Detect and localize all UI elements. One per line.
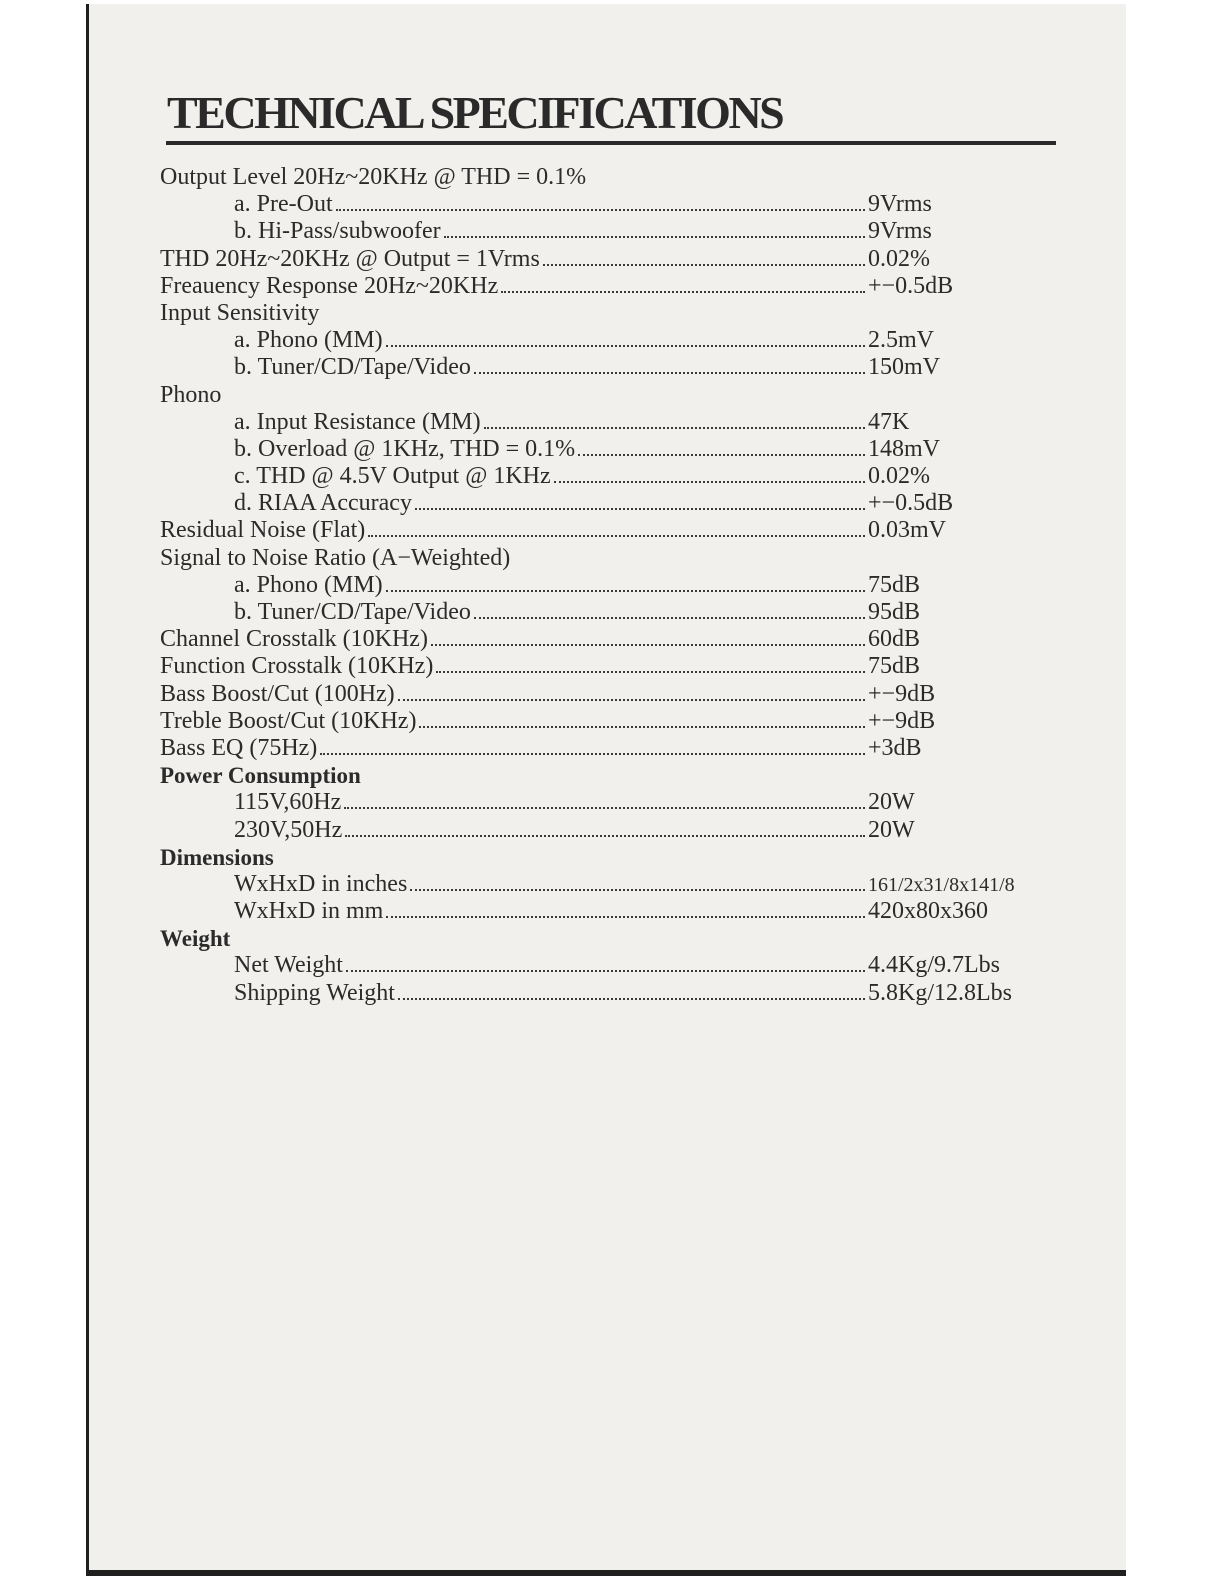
spec-value: 4.4Kg/9.7Lbs — [868, 952, 1000, 979]
spec-heading — [160, 300, 1040, 327]
spec-row — [160, 871, 1040, 898]
specifications-list — [160, 164, 1040, 1007]
dot-leader — [415, 508, 865, 510]
spec-row — [160, 273, 1040, 300]
spec-heading — [160, 164, 1040, 191]
spec-label: b. Overload @ 1KHz, THD = 0.1% — [234, 435, 576, 462]
dot-leader — [336, 209, 865, 211]
spec-label: Bass EQ (75Hz) — [160, 734, 318, 761]
spec-value: 20W — [868, 789, 915, 816]
spec-value: 5.8Kg/12.8Lbs — [868, 979, 1012, 1006]
dot-leader — [501, 291, 865, 293]
dot-leader — [346, 970, 865, 972]
dot-leader — [474, 617, 865, 619]
spec-heading — [160, 545, 1040, 572]
spec-label: Treble Boost/Cut (10KHz) — [160, 707, 417, 734]
dot-leader — [444, 236, 865, 238]
spec-value: 9Vrms — [868, 191, 932, 218]
spec-row — [160, 653, 1040, 680]
spec-label: Dimensions — [160, 844, 274, 870]
spec-label: a. Phono (MM) — [234, 327, 383, 354]
spec-row — [160, 354, 1040, 381]
title-rule — [166, 141, 1056, 145]
spec-value: 20W — [868, 816, 915, 843]
spec-label: Input Sensitivity — [160, 299, 320, 326]
spec-value: +−0.5dB — [868, 272, 954, 299]
spec-label: Weight — [160, 926, 231, 952]
spec-label: b. Tuner/CD/Tape/Video — [234, 354, 471, 381]
spec-value: 0.03mV — [868, 517, 946, 544]
spec-row — [160, 218, 1040, 245]
spec-value: 9Vrms — [868, 218, 932, 245]
spec-label: Freauency Response 20Hz~20KHz — [160, 272, 499, 299]
spec-row — [160, 572, 1040, 599]
spec-value: +−0.5dB — [868, 490, 954, 517]
dot-leader — [436, 671, 865, 673]
spec-value: 75dB — [868, 571, 921, 598]
spec-value: 2.5mV — [868, 327, 934, 354]
spec-label: Shipping Weight — [234, 979, 395, 1006]
dot-leader — [484, 427, 865, 429]
spec-label: Channel Crosstalk (10KHz) — [160, 626, 428, 653]
dot-leader — [419, 726, 865, 728]
spec-label: a. Pre-Out — [234, 191, 333, 218]
spec-value: +−9dB — [868, 680, 936, 707]
spec-label: Signal to Noise Ratio (A−Weighted) — [160, 544, 511, 571]
dot-leader — [410, 889, 865, 891]
dot-leader — [320, 753, 865, 755]
spec-row — [160, 246, 1040, 273]
spec-row — [160, 952, 1040, 979]
spec-label: b. Tuner/CD/Tape/Video — [234, 599, 471, 625]
dot-leader — [386, 345, 865, 347]
spec-value: 47K — [868, 408, 910, 435]
spec-heading — [160, 762, 1040, 789]
spec-value: +3dB — [868, 734, 922, 761]
spec-label: a. Input Resistance (MM) — [234, 408, 481, 435]
dot-leader — [578, 454, 865, 456]
spec-row — [160, 817, 1040, 844]
spec-row — [160, 327, 1040, 354]
spec-row — [160, 735, 1040, 762]
page-title: TECHNICAL SPECIFICATIONS — [167, 87, 783, 138]
spec-label: Bass Boost/Cut (100Hz) — [160, 680, 395, 707]
spec-row — [160, 191, 1040, 218]
spec-value: 0.02% — [868, 245, 930, 272]
spec-label: Power Consumption — [160, 763, 361, 789]
spec-row — [160, 517, 1040, 544]
spec-row — [160, 626, 1040, 653]
spec-label: Net Weight — [234, 952, 343, 979]
spec-label: THD 20Hz~20KHz @ Output = 1Vrms — [160, 245, 540, 272]
dot-leader — [398, 998, 865, 1000]
dot-leader — [398, 699, 865, 701]
spec-heading — [160, 925, 1040, 952]
spec-value: 150mV — [868, 354, 940, 381]
spec-value: 60dB — [868, 626, 921, 653]
spec-row — [160, 789, 1040, 816]
spec-value: +−9dB — [868, 707, 936, 734]
spec-label: c. THD @ 4.5V Output @ 1KHz — [234, 463, 551, 490]
spec-row — [160, 599, 1040, 626]
spec-label: WxHxD in inches — [234, 870, 408, 897]
spec-label: Function Crosstalk (10KHz) — [160, 653, 434, 680]
spec-row — [160, 980, 1040, 1007]
spec-heading — [160, 382, 1040, 409]
spec-label: Phono — [160, 381, 222, 408]
spec-value: 0.02% — [868, 463, 930, 490]
spec-label: 230V,50Hz — [234, 816, 343, 843]
spec-label: b. Hi-Pass/subwoofer — [234, 218, 441, 245]
spec-heading — [160, 844, 1040, 871]
spec-row — [160, 708, 1040, 735]
dot-leader — [474, 372, 865, 374]
spec-row — [160, 409, 1040, 436]
spec-row — [160, 436, 1040, 463]
dot-leader — [543, 264, 865, 266]
dot-leader — [431, 644, 865, 646]
spec-label: WxHxD in mm — [234, 898, 384, 925]
dot-leader — [386, 916, 865, 918]
spec-value: 420x80x360 — [868, 898, 988, 925]
dot-leader — [344, 807, 865, 809]
dot-leader — [554, 481, 865, 483]
spec-label: Output Level 20Hz~20KHz @ THD = 0.1% — [160, 164, 587, 190]
spec-value: 95dB — [868, 599, 921, 625]
spec-label: d. RIAA Accuracy — [234, 490, 412, 517]
spec-value: 75dB — [868, 653, 921, 680]
spec-row — [160, 681, 1040, 708]
spec-label: a. Phono (MM) — [234, 571, 383, 598]
spec-value: 148mV — [868, 435, 940, 462]
spec-row — [160, 463, 1040, 490]
spec-label: 115V,60Hz — [234, 789, 342, 816]
dot-leader — [386, 590, 865, 592]
spec-value: 161/2x31/8x141/8 — [868, 873, 1015, 896]
dot-leader — [345, 835, 865, 837]
spec-row — [160, 898, 1040, 925]
spec-row — [160, 490, 1040, 517]
spec-label: Residual Noise (Flat) — [160, 517, 366, 544]
dot-leader — [368, 535, 865, 537]
